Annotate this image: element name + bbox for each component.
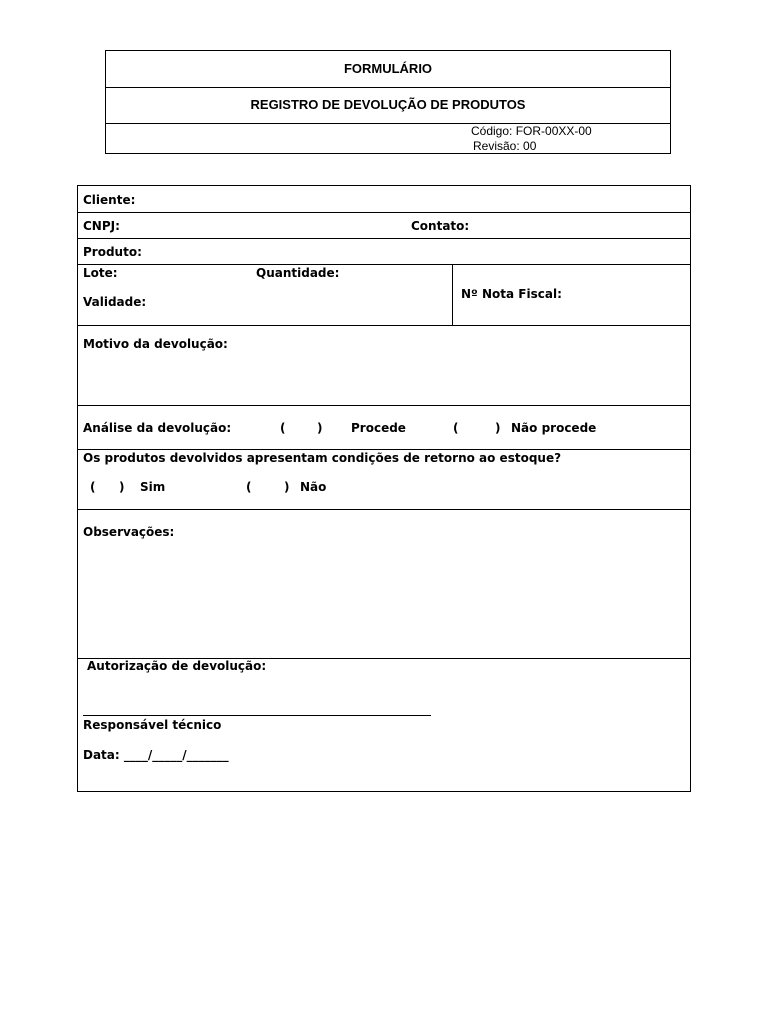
procede-checkbox-open[interactable]: ( (280, 421, 286, 435)
nao-procede-checkbox-open[interactable]: ( (453, 421, 459, 435)
contato-label: Contato: (411, 219, 470, 233)
autorizacao-label: Autorização de devolução: (87, 659, 267, 673)
document-code-block (471, 124, 592, 154)
row-lote-validade (78, 265, 690, 326)
document-code: Código: FOR-00XX-00 (471, 124, 592, 138)
nao-option-label: Não (300, 480, 327, 494)
header-code-row (106, 123, 670, 153)
sim-checkbox-open[interactable]: ( (90, 480, 96, 494)
row-observacoes (78, 510, 690, 659)
row-autorizacao (78, 659, 690, 791)
nao-checkbox-close[interactable]: ) (284, 480, 290, 494)
row-retorno (78, 450, 690, 510)
cliente-label: Cliente: (83, 193, 136, 207)
row-analise (78, 406, 690, 450)
nao-procede-checkbox-close[interactable]: ) (495, 421, 501, 435)
column-divider (452, 265, 453, 325)
data-field[interactable]: Data: ____/_____/_______ (83, 748, 229, 762)
procede-option-label: Procede (351, 421, 406, 435)
row-cnpj-contato (78, 213, 690, 239)
quantidade-label: Quantidade: (256, 266, 340, 280)
row-motivo (78, 326, 690, 406)
return-form (77, 185, 691, 792)
responsavel-label: Responsável técnico (83, 718, 222, 732)
signature-line[interactable] (83, 715, 431, 716)
nao-procede-option-label: Não procede (511, 421, 597, 435)
analise-label: Análise da devolução: (83, 421, 232, 435)
produto-label: Produto: (83, 245, 142, 259)
form-header (105, 50, 671, 154)
validade-label: Validade: (83, 295, 147, 309)
sim-checkbox-close[interactable]: ) (119, 480, 125, 494)
header-title: FORMULÁRIO (343, 61, 433, 76)
header-title-row (106, 51, 670, 88)
nota-fiscal-label: Nº Nota Fiscal: (461, 287, 562, 301)
row-cliente (78, 186, 690, 213)
observacoes-label: Observações: (83, 525, 175, 539)
sim-option-label: Sim (140, 480, 166, 494)
lote-label: Lote: (83, 266, 118, 280)
nao-checkbox-open[interactable]: ( (246, 480, 252, 494)
retorno-question: Os produtos devolvidos apresentam condições de retorno ao estoque? (83, 451, 562, 465)
procede-checkbox-close[interactable]: ) (317, 421, 323, 435)
motivo-label: Motivo da devolução: (83, 337, 228, 351)
header-subtitle: REGISTRO DE DEVOLUÇÃO DE PRODUTOS (250, 97, 526, 112)
header-subtitle-row (106, 87, 670, 124)
document-revision: Revisão: 00 (473, 139, 537, 153)
cnpj-label: CNPJ: (83, 219, 120, 233)
row-produto (78, 239, 690, 265)
